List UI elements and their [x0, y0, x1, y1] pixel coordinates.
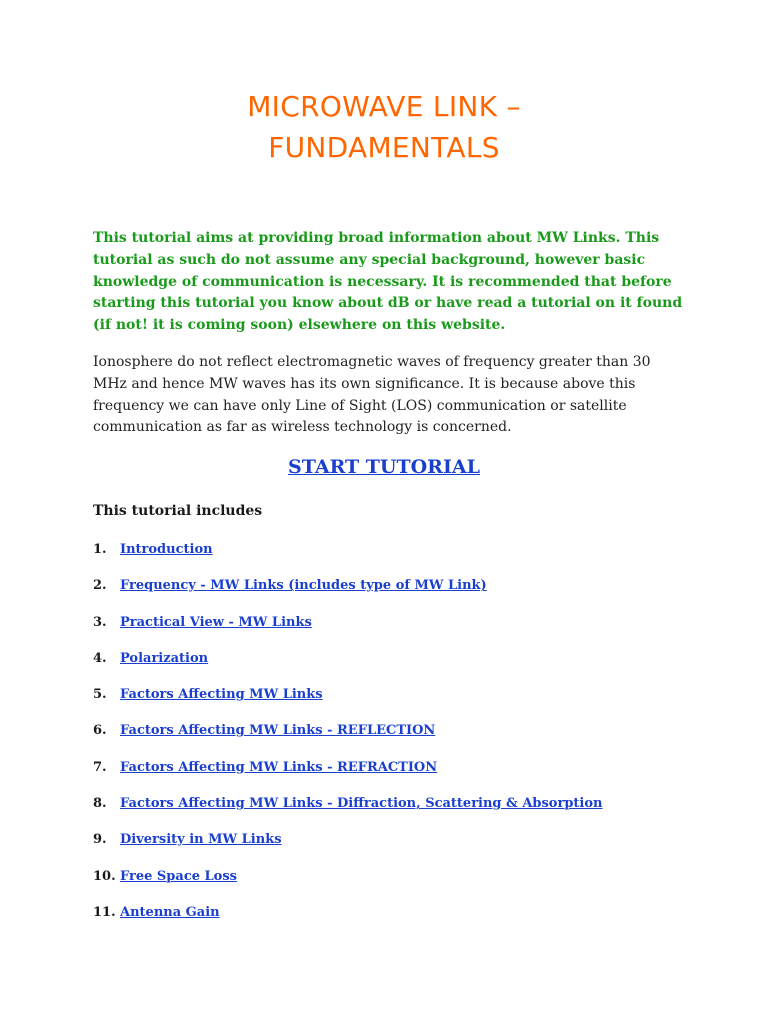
toc-link[interactable]: Free Space Loss	[120, 868, 237, 884]
toc-number: 11.	[93, 904, 116, 920]
toc-number: 1.	[93, 542, 107, 557]
toc-item	[93, 541, 603, 577]
body-paragraph: Ionosphere do not reflect electromagnetic waves of frequency greater than 30 MHz and hence MW waves has its own significance. It is because above this frequency we can have only Line of Sight (LOS) communication or satellite communication as far as wireless technology is concerned.	[93, 354, 651, 436]
toc-item	[93, 722, 603, 758]
intro-paragraph: This tutorial aims at providing broad information about MW Links. This tutorial as such do not assume any special background, however basic knowledge of communication is necessary. It is recommended that before starting this tutorial you know about dB or have read a tutorial on it found (if not! it is coming soon) elsewhere on this website.	[93, 230, 683, 334]
toc-number: 9.	[93, 832, 107, 848]
start-tutorial-link[interactable]: START TUTORIAL	[288, 456, 480, 478]
toc-number: 6.	[93, 723, 107, 739]
toc-item	[93, 577, 603, 613]
toc-item	[93, 831, 603, 867]
page-title	[0, 86, 768, 168]
toc-item	[93, 759, 603, 795]
toc-link[interactable]: Frequency - MW Links (includes type of MW Link)	[120, 578, 487, 594]
toc-link[interactable]: Diversity in MW Links	[120, 832, 282, 848]
toc-number: 10.	[93, 868, 116, 884]
toc-link[interactable]: Factors Affecting MW Links - REFLECTION	[120, 723, 436, 739]
toc-link[interactable]: Factors Affecting MW Links	[120, 687, 323, 703]
toc-item	[93, 868, 603, 904]
toc-item	[93, 795, 603, 831]
toc-link[interactable]: Factors Affecting MW Links - REFRACTION	[120, 759, 438, 775]
title-line-1: MICROWAVE LINK –	[247, 90, 521, 123]
toc-item	[93, 904, 603, 940]
toc-number: 3.	[93, 614, 107, 630]
toc-item	[93, 650, 603, 686]
toc-link[interactable]: Practical View - MW Links	[120, 614, 312, 630]
toc-number: 5.	[93, 687, 107, 703]
toc-item	[93, 686, 603, 722]
toc-number: 2.	[93, 578, 107, 594]
toc-link[interactable]: Introduction	[120, 542, 213, 557]
toc-link[interactable]: Antenna Gain	[120, 904, 220, 920]
title-line-2: FUNDAMENTALS	[268, 131, 500, 164]
toc-item	[93, 614, 603, 650]
toc-number: 4.	[93, 650, 107, 666]
toc-link[interactable]: Polarization	[120, 650, 209, 666]
toc-link[interactable]: Factors Affecting MW Links - Diffraction, Scattering & Absorption	[120, 796, 603, 812]
start-tutorial	[0, 456, 768, 478]
toc-number: 7.	[93, 759, 107, 775]
table-of-contents	[93, 541, 603, 940]
toc-number: 8.	[93, 796, 107, 812]
includes-heading: This tutorial includes	[93, 503, 263, 519]
